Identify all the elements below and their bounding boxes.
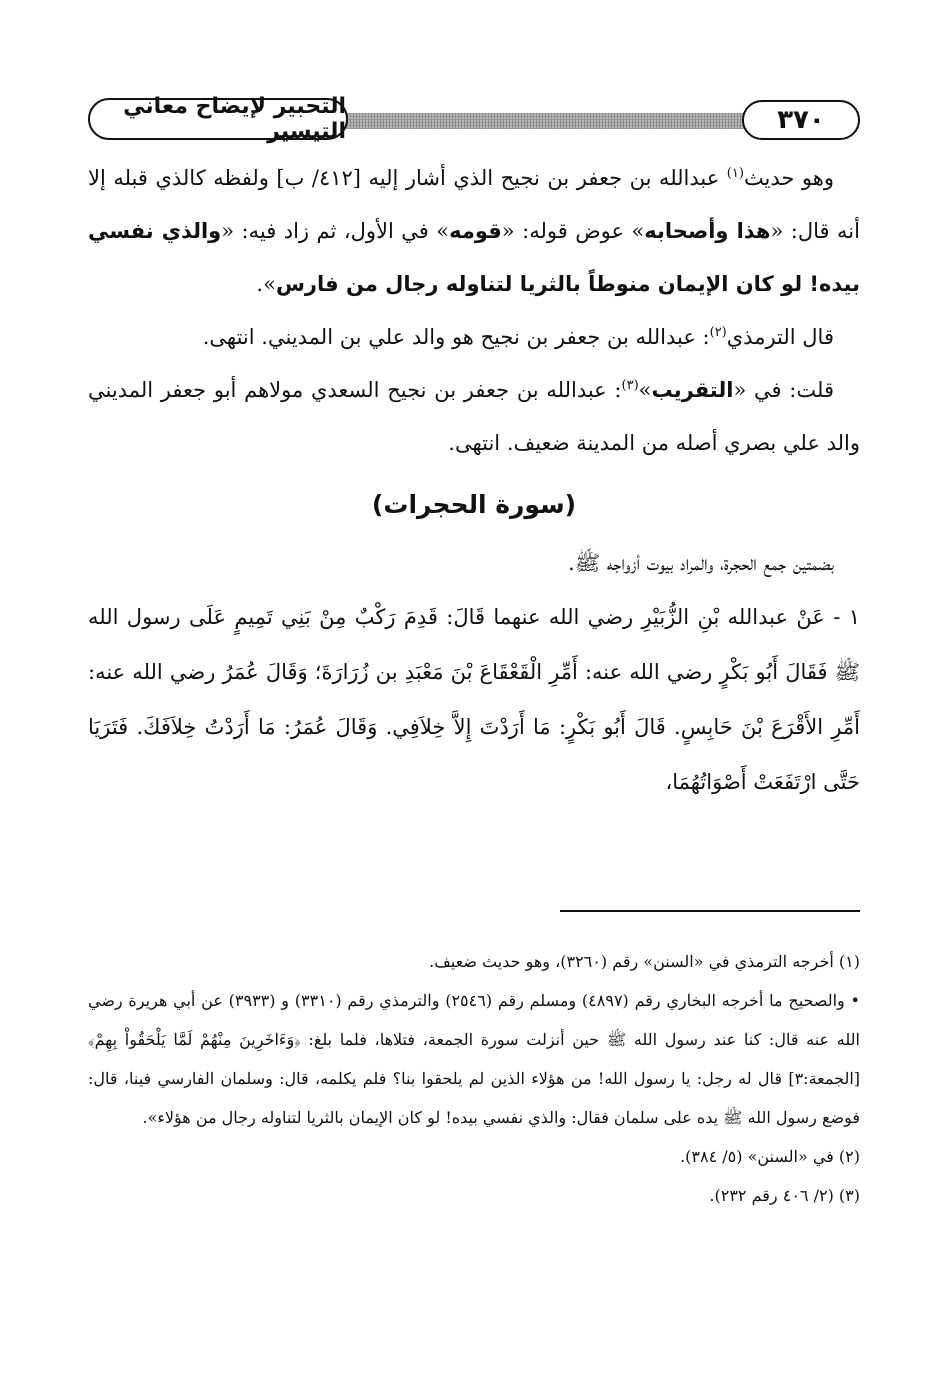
para1-bold-2: قومه (449, 219, 502, 243)
para3-text: قلت: في « (733, 378, 834, 402)
page-number: ٣٧٠ (742, 100, 860, 140)
book-title: التحبير لإيضاح معاني التيسير (88, 98, 348, 140)
footnote-1: (١) أخرجه الترمذي في «السنن» رقم (٣٢٦٠)، وهو حديث ضعيف. (429, 952, 860, 971)
para2-text-b: : عبدالله بن جعفر بن نجيح هو والد علي بن المديني. انتهى. (202, 325, 710, 349)
para1-text-d: » في الأول، ثم زاد فيه: « (221, 219, 450, 243)
para1-text-e: ». (256, 272, 276, 296)
para1-text-b: عبدالله بن جعفر بن نجيح الذي أشار إليه [٤١٢/ ب] ولفظه كالذي قبله إلا أنه قال: « (88, 166, 860, 243)
footnote-ref-3: (٣) (621, 378, 639, 393)
header-decorative-band (338, 113, 750, 129)
para1-text-c: » عوض قوله: « (501, 219, 645, 243)
para3-text-b: » (638, 378, 652, 402)
hadith-1: ١ - عَنْ عبدالله بْنِ الزُّبَيْرِ رضي الله عنهما قَالَ: قَدِمَ رَكْبٌ مِنْ بَنِي تَمِيمٍ عَلَى رسول الله ﷺ فَقَالَ أَبُو بَكْرٍ رضي الله عنه: أَمِّرِ الْقَعْقَاعَ بْنَ مَعْبَدِ بن زُرَارَةَ؛ وَقَالَ عُمَرُ رضي الله عنه: أَمِّرِ الأَقْرَعَ بْنَ حَابِسٍ. قَالَ أَبُو بَكْرٍ: مَا أَرَدْتَ إِلاَّ خِلاَفِي. وَقَالَ عُمَرُ: مَا أَرَدْتُ خِلاَفَكَ. فَتَرَيَا حَتَّى ارْتَفَعَتْ أَصْوَاتُهُمَا، (88, 605, 860, 794)
running-header (88, 96, 860, 146)
footnotes (88, 942, 860, 1215)
paragraph-3 (88, 364, 860, 470)
footnote-2: (٢) في «السنن» (٥/ ٣٨٤). (680, 1147, 860, 1166)
footnote-ref-1: (١) (726, 166, 744, 181)
para2-text: قال الترمذي (726, 325, 834, 349)
paragraph-2 (88, 311, 860, 364)
surah-heading: (سورة الحجرات) (371, 490, 577, 519)
surah-intro: بضمتين جمع الحجرة، والمراد بيوت أزواجه ﷺ. (568, 551, 834, 575)
para3-text-c: : عبدالله بن جعفر بن نجيح السعدي مولاهم أبو جعفر المديني والد علي بصري أصله من المدينة ضعيف. انتهى. (88, 378, 860, 455)
footnote-ref-2: (٢) (709, 325, 727, 340)
para1-bold-3: والذي نفسي بيده! لو كان الإيمان منوطاً بالثريا لتناوله رجال من فارس (88, 219, 860, 296)
footnote-separator (560, 910, 860, 912)
para1-bold-1: هذا وأصحابه (644, 219, 771, 243)
footnote-3: (٣) (٢/ ٤٠٦ رقم ٢٣٢). (709, 1186, 860, 1205)
footnote-1-extra: • والصحيح ما أخرجه البخاري رقم (٤٨٩٧) ومسلم رقم (٢٥٤٦) والترمذي رقم (٣٣١٠) و (٣٩٣٣) عن أبي هريرة رضي الله عنه قال: كنا عند رسول الله ﷺ حين أنزلت سورة الجمعة، فتلاها، فلما بلغ: ﴿وَءَاخَرِينَ مِنْهُمْ لَمَّا يَلْحَقُواْ بِهِمْ﴾ [الجمعة:٣] قال له رجل: يا رسول الله! من هؤلاء الذين لم يلحقوا بنا؟ فلم يكلمه، قال: وسلمان الفارسي فينا، قال: فوضع رسول الله ﷺ يده على سلمان فقال: والذي نفسي بيده! لو كان الإيمان بالثريا لتناوله رجال من هؤلاء». (88, 991, 860, 1127)
paragraph-1 (88, 152, 860, 311)
main-text (88, 152, 860, 810)
para1-text: وهو حديث (743, 166, 834, 190)
para3-bold: التقريب (651, 378, 734, 402)
